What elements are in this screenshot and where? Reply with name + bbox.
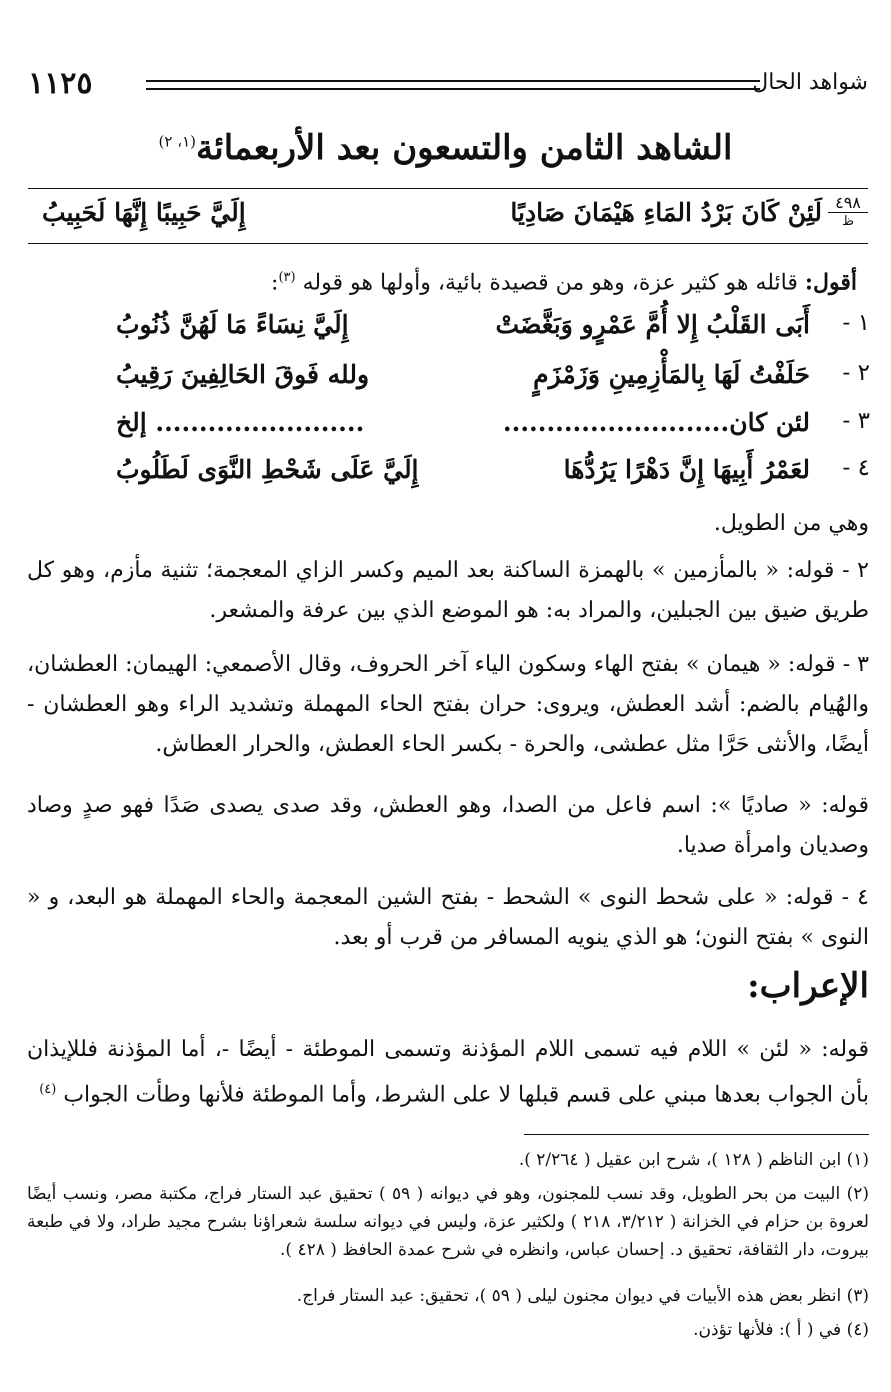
verse-second-hemistich: إِلَيَّ نِسَاءً مَا لَهُنَّ ذُنُوبُ <box>116 310 349 339</box>
irab-text: قوله: « لئن » اللام فيه تسمى اللام المؤذنة وتسمى الموطئة - أيضًا -، أما المؤذنة فللإيذان بأن الجواب بعدها مبني على قسم قبلها لا على الشرط، وأما الموطئة فلأنها وطأت الجواب <box>27 1037 869 1108</box>
footnote-4: (٤) في ( أ ): فلأنها تؤذن. <box>693 1320 869 1340</box>
explanation-verse-3: ٣ - قوله: « هيمان » بفتح الهاء وسكون الياء آخر الحروف، وقال الأصمعي: الهيمان: العطشان، والهُيام بالضم: أشد العطش، ويروى: حران بفتح الحاء المهملة وتشديد الراء وهو العطشان - أيضًا، والأنثى حَرَّا مثل عطشى، والحرة - بكسر الحاء العطش، والحرار العطاش. <box>27 652 869 757</box>
intro-paragraph <box>15 258 857 303</box>
verse-second-hemistich: إِلَيَّ عَلَى شَحْطِ النَّوَى لَطَلُوبُ <box>116 455 419 484</box>
shahid-top-rule <box>28 188 868 189</box>
shahid-bottom-rule <box>28 243 868 244</box>
verse-number: ٢ - <box>842 360 870 386</box>
intro-colon: : <box>271 270 279 296</box>
shahid-second-hemistich: إِلَيَّ حَبِيبًا إِنَّهَا لَحَبِيبُ <box>42 198 246 227</box>
footnote-3: (٣) انظر بعض هذه الأبيات في ديوان مجنون ليلى ( ٥٩ )، تحقيق: عبد الستار فراج. <box>296 1286 869 1306</box>
verse-number: ١ - <box>842 310 870 336</box>
section-title-footnote-ref: (١، ٢) <box>158 132 196 151</box>
shahid-number-value: ٤٩٨ <box>828 194 868 213</box>
footnote-separator <box>524 1134 869 1135</box>
poem-verse <box>28 408 870 454</box>
explanation-verse-4: ٤ - قوله: « على شحط النوى » الشحط - بفتح الشين المعجمة والحاء المهملة هو البعد، و « النوى » بفتح النون؛ هو الذي ينويه المسافر من قرب أو بعد. <box>27 885 869 950</box>
page-number: ١١٢٥ <box>28 66 93 101</box>
verse-first-hemistich: حَلَفْتُ لَهَا بِالمَأْزِمِينِ وَزَمْزَمٍ <box>533 360 810 389</box>
verse-number: ٣ - <box>842 408 870 434</box>
running-title: شواهد الحال <box>752 70 868 95</box>
verse-first-hemistich: لعَمْرُ أَبِيهَا إِنَّ دَهْرًا يَرُدُّهَا <box>563 455 810 484</box>
shahid-number-sub: ظ <box>841 214 855 229</box>
irab-footnote-ref: (٤) <box>39 1082 57 1097</box>
section-title-text: الشاهد الثامن والتسعون بعد الأربعمائة <box>196 128 733 168</box>
meter-note: وهي من الطويل. <box>713 511 869 536</box>
shahid-verse <box>28 194 868 240</box>
irab-heading: الإعراب: <box>747 966 869 1006</box>
verse-number: ٤ - <box>842 455 870 481</box>
verse-second-hemistich: ........................ إلخ <box>116 408 365 437</box>
page-header <box>28 64 868 104</box>
shahid-first-hemistich: لَئِنْ كَانَ بَرْدُ المَاءِ هَيْمَانَ صَادِيًا <box>510 198 822 227</box>
header-double-rule <box>146 80 760 90</box>
footnote-1: (١) ابن الناظم ( ١٢٨ )، شرح ابن عقيل ( ٢/٢٦٤ ). <box>518 1150 869 1170</box>
verse-first-hemistich: أَبَى القَلْبُ إِلا أُمَّ عَمْرٍو وَبَغَّضَتْ <box>495 310 810 339</box>
intro-footnote-ref: (٣) <box>278 270 296 285</box>
shahid-number <box>828 194 868 231</box>
section-title <box>0 128 891 168</box>
intro-label: أقول: <box>804 269 857 296</box>
poem-verse <box>28 360 870 406</box>
irab-paragraph <box>27 1030 869 1115</box>
intro-text: قائله هو كثير عزة، وهو من قصيدة بائية، وأولها هو قوله <box>302 270 798 296</box>
footnote-2: (٢) البيت من بحر الطويل، وقد نسب للمجنون، وهو في ديوانه ( ٥٩ ) تحقيق عبد الستار فراج، مكتبة مصر، ونسب أيضًا لعروة بن حزام في الخزانة ( ٣/٢١٢، ٢١٨ ) ولكثير عزة، وليس في ديوانه سلسة شعراؤنا بشرح مجيد طراد، ولا في طبعة بيروت، دار الثقافة، تحقيق د. إحسان عباس، وانظره في شرح عمدة الحافظ ( ٤٢٨ ). <box>27 1184 869 1260</box>
verse-first-hemistich: لئن كان.......................... <box>502 408 810 437</box>
poem-verse <box>28 455 870 501</box>
explanation-verse-2: ٢ - قوله: « بالمأزمين » بالهمزة الساكنة بعد الميم وكسر الزاي المعجمة؛ تثنية مأزم، وهو كل طريق ضيق بين الجبلين، والمراد به: هو الموضع الذي بين عرفة والمشعر. <box>27 558 869 623</box>
verse-second-hemistich: ولله فَوقَ الحَالِفِينَ رَقِيبُ <box>116 360 370 389</box>
poem-verse <box>28 310 870 356</box>
explanation-sadiya: قوله: « صاديًا »: اسم فاعل من الصدا، وهو العطش، وقد صدى يصدى صَدًا فهو صدٍ وصاد وصديان وامرأة صديا. <box>27 793 869 858</box>
